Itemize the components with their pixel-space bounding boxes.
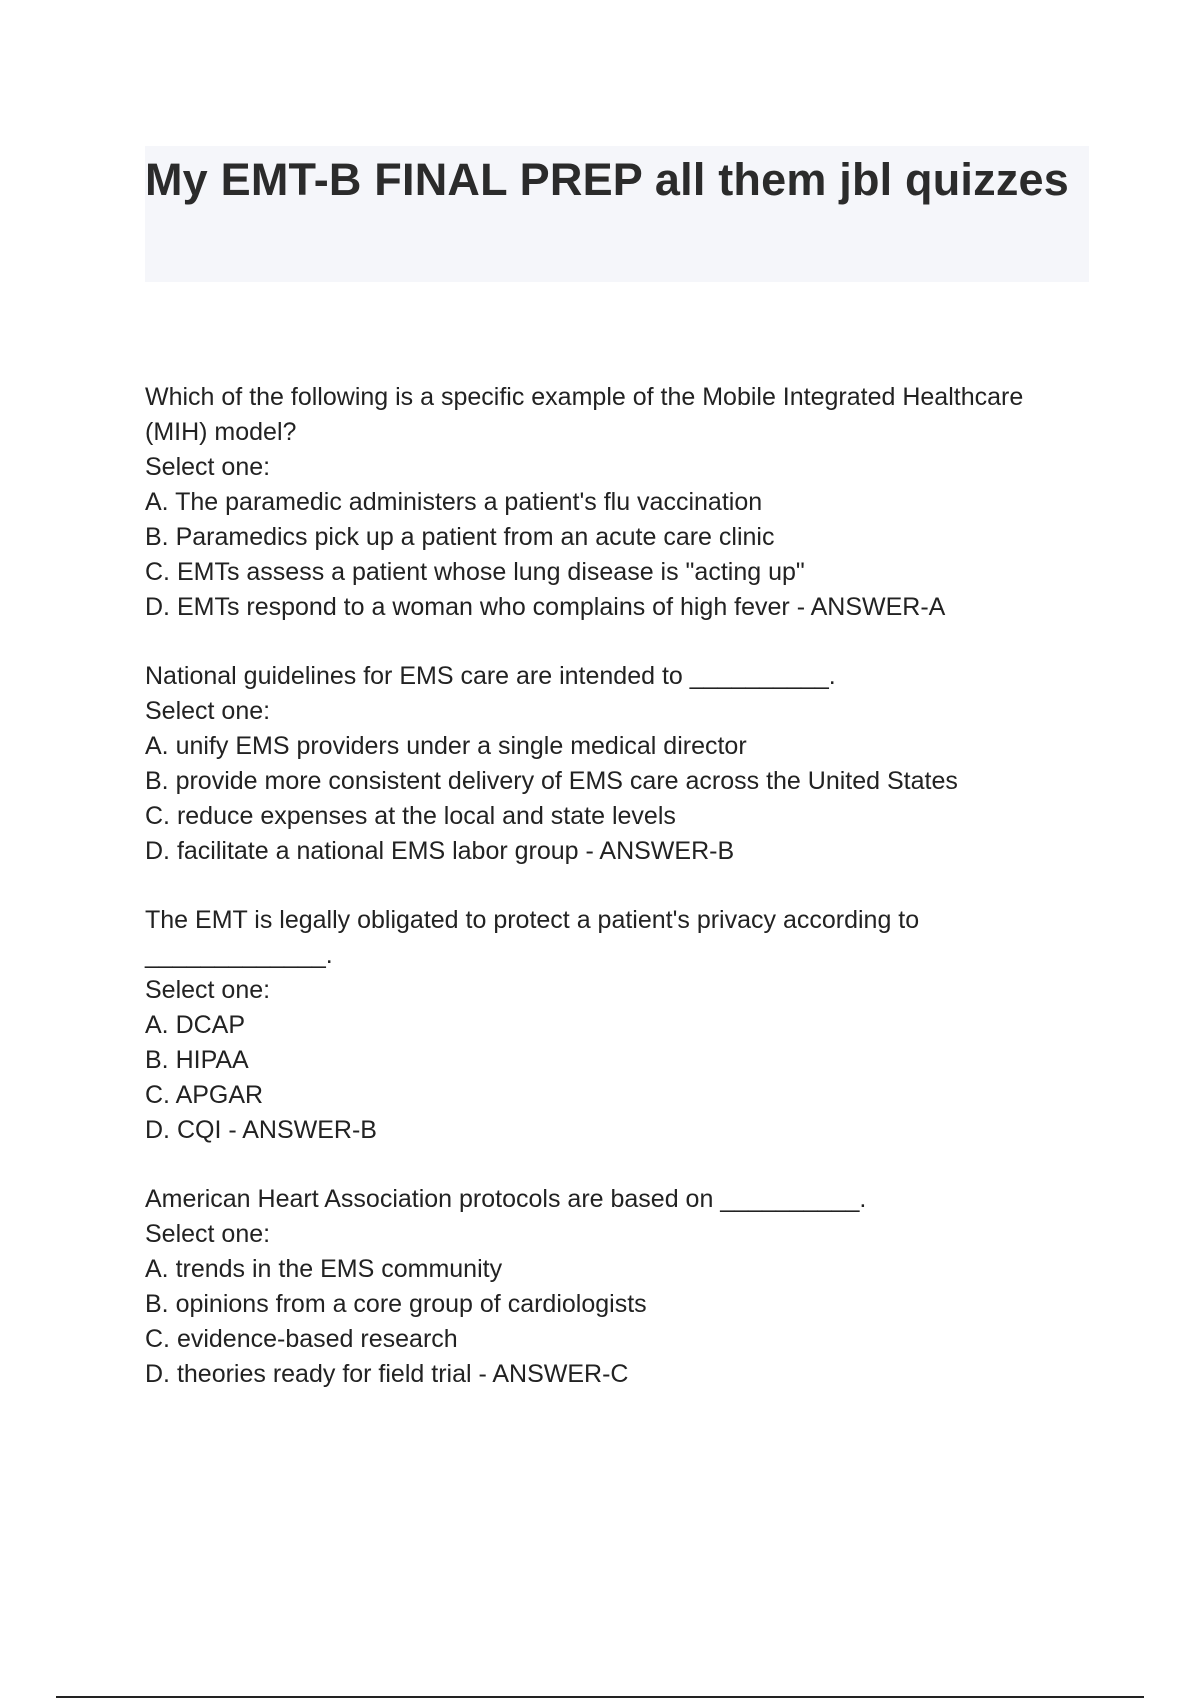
select-label: Select one: (145, 697, 271, 725)
page-divider (56, 1696, 1144, 1698)
question-block (145, 903, 1105, 1148)
answer-option: A. trends in the EMS community (145, 1255, 503, 1283)
answer-option: D. facilitate a national EMS labor group - ANSWER-B (145, 837, 735, 865)
title-banner (145, 146, 1089, 282)
select-label: Select one: (145, 976, 271, 1004)
answer-option: A. unify EMS providers under a single medical director (145, 732, 747, 760)
question-prompt: (MIH) model? (145, 418, 297, 446)
question-prompt: National guidelines for EMS care are intended to __________. (145, 662, 836, 690)
question-prompt: _____________. (145, 941, 333, 969)
answer-option: C. evidence-based research (145, 1325, 458, 1353)
answer-option: B. HIPAA (145, 1046, 249, 1074)
answer-option: B. Paramedics pick up a patient from an acute care clinic (145, 523, 775, 551)
answer-option: C. EMTs assess a patient whose lung disease is "acting up" (145, 558, 805, 586)
question-block (145, 380, 1105, 625)
select-label: Select one: (145, 1220, 271, 1248)
answer-option: B. opinions from a core group of cardiologists (145, 1290, 647, 1318)
answer-option: A. DCAP (145, 1011, 246, 1039)
page-title: My EMT-B FINAL PREP all them jbl quizzes (145, 154, 1069, 205)
question-prompt: American Heart Association protocols are based on __________. (145, 1185, 867, 1213)
answer-option: C. APGAR (145, 1081, 264, 1109)
select-label: Select one: (145, 453, 271, 481)
answer-option: D. CQI - ANSWER-B (145, 1116, 377, 1144)
answer-option: A. The paramedic administers a patient's flu vaccination (145, 488, 763, 516)
questions-container (145, 380, 1105, 1426)
answer-option: D. EMTs respond to a woman who complains of high fever - ANSWER-A (145, 593, 946, 621)
answer-option: B. provide more consistent delivery of EMS care across the United States (145, 767, 958, 795)
answer-option: D. theories ready for field trial - ANSWER-C (145, 1360, 629, 1388)
question-block (145, 659, 1105, 869)
question-prompt: The EMT is legally obligated to protect a patient's privacy according to (145, 906, 920, 934)
answer-option: C. reduce expenses at the local and state levels (145, 802, 676, 830)
question-block (145, 1182, 1105, 1392)
question-prompt: Which of the following is a specific example of the Mobile Integrated Healthcare (145, 383, 1024, 411)
